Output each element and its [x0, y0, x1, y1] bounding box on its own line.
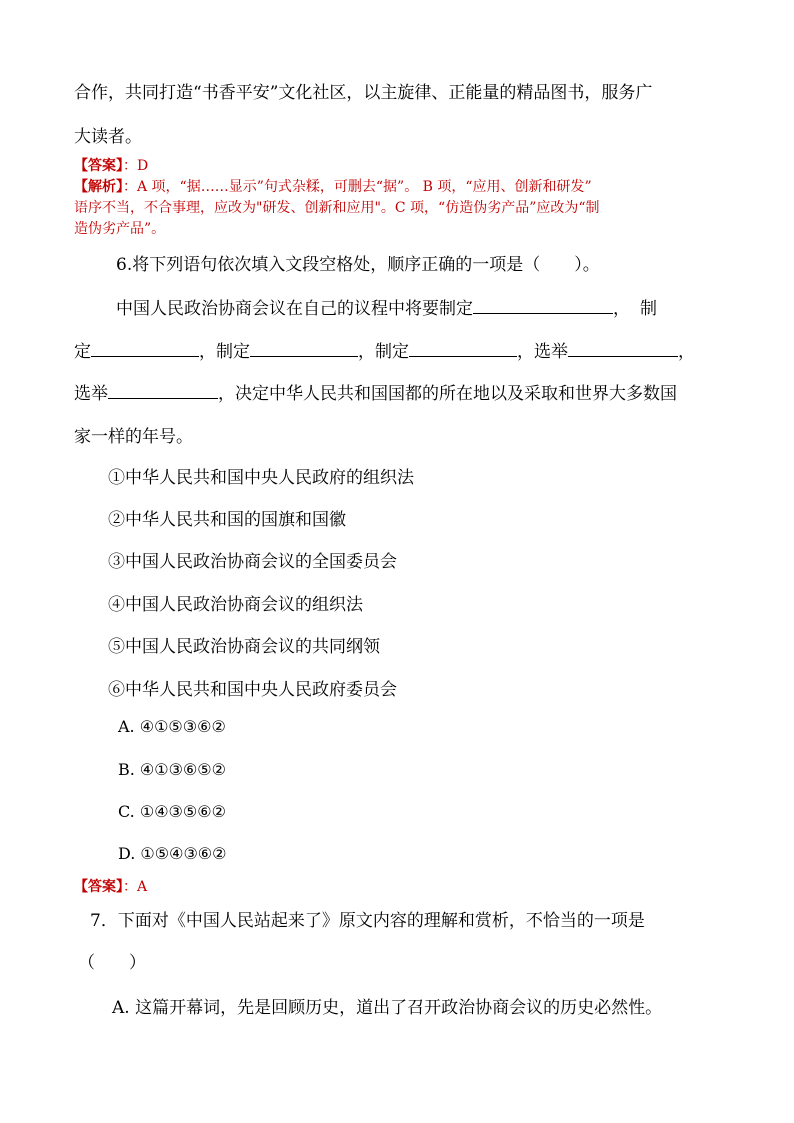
q6-item-6: ⑥中华人民共和国中央人民政府委员会 — [108, 680, 397, 700]
q7-option-a: A. 这篇开幕词，先是回顾历史，道出了召开政治协商会议的历史必然性。 — [112, 998, 663, 1018]
q6-item-1: ①中华人民共和国中央人民政府的组织法 — [108, 468, 414, 488]
fill-blank-3 — [250, 340, 358, 357]
q7-stem-line-2: （ ） — [78, 953, 146, 973]
fill-blank-4 — [409, 340, 517, 357]
fill-blank-6 — [108, 382, 218, 399]
q5-analysis-line-1 — [74, 176, 592, 196]
q6-item-2: ②中华人民共和国的国旗和国徽 — [108, 510, 346, 530]
passage-line-2: 大读者。 — [74, 127, 142, 147]
q6-text-line-2 — [74, 337, 695, 362]
q6-item-5: ⑤中国人民政治协商会议的共同纲领 — [108, 637, 380, 657]
text-segment: ，选举 — [517, 342, 568, 362]
q6-item-3: ③中国人民政治协商会议的全国委员会 — [108, 552, 397, 572]
passage-line-1: 合作，共同打造“书香平安”文化社区，以主旋律、正能量的精品图书，服务广 — [74, 83, 653, 103]
answer-value: ：D — [123, 158, 149, 174]
text-segment: 定 — [74, 342, 91, 362]
text-segment: ，制定 — [199, 342, 250, 362]
q6-option-d: D. ①⑤④③⑥② — [118, 844, 227, 863]
answer-label: 【答案】 — [74, 158, 123, 174]
text-segment: ， — [678, 342, 695, 362]
q6-option-c: C. ①④③⑤⑥② — [118, 802, 226, 821]
fill-blank-1 — [473, 297, 613, 314]
text-segment: ，决定中华人民共和国国都的所在地以及采取和世界大多数国 — [218, 384, 677, 404]
text-segment: ，制 — [613, 299, 667, 319]
q6-item-4: ④中国人民政治协商会议的组织法 — [108, 595, 363, 615]
q6-option-a: A. ④①⑤③⑥② — [118, 717, 226, 736]
q6-stem: 6.将下列语句依次填入文段空格处，顺序正确的一项是（ ）。 — [116, 255, 600, 275]
text-segment: ，制定 — [358, 342, 409, 362]
answer-label: 【答案】 — [74, 879, 123, 895]
fill-blank-5 — [568, 340, 678, 357]
q6-text-line-1 — [116, 294, 667, 319]
q7-stem-line-1: 7．下面对《中国人民站起来了》原文内容的理解和赏析，不恰当的一项是 — [90, 911, 645, 931]
answer-value: ：A — [123, 879, 148, 895]
analysis-label: 【解析】 — [74, 179, 123, 195]
q6-text-line-4: 家一样的年号。 — [74, 427, 193, 447]
q5-analysis-line-2: 语序不当，不合事理，应改为"研发、创新和应用"。C 项，“仿造伪劣产品”应改为“制 — [74, 200, 600, 216]
text-segment: 中国人民政治协商会议在自己的议程中将要制定 — [116, 299, 473, 319]
q5-answer — [74, 155, 148, 175]
q6-answer — [74, 876, 147, 896]
q6-option-b: B. ④①③⑥⑤② — [118, 760, 226, 779]
q6-text-line-3 — [74, 379, 677, 404]
analysis-text: ：A 项，“据……显示”句式杂糅，可删去“据”。 B 项，“应用、创新和研发” — [123, 179, 592, 195]
fill-blank-2 — [91, 340, 199, 357]
q5-analysis-line-3: 造伪劣产品”。 — [74, 221, 166, 237]
text-segment: 选举 — [74, 384, 108, 404]
